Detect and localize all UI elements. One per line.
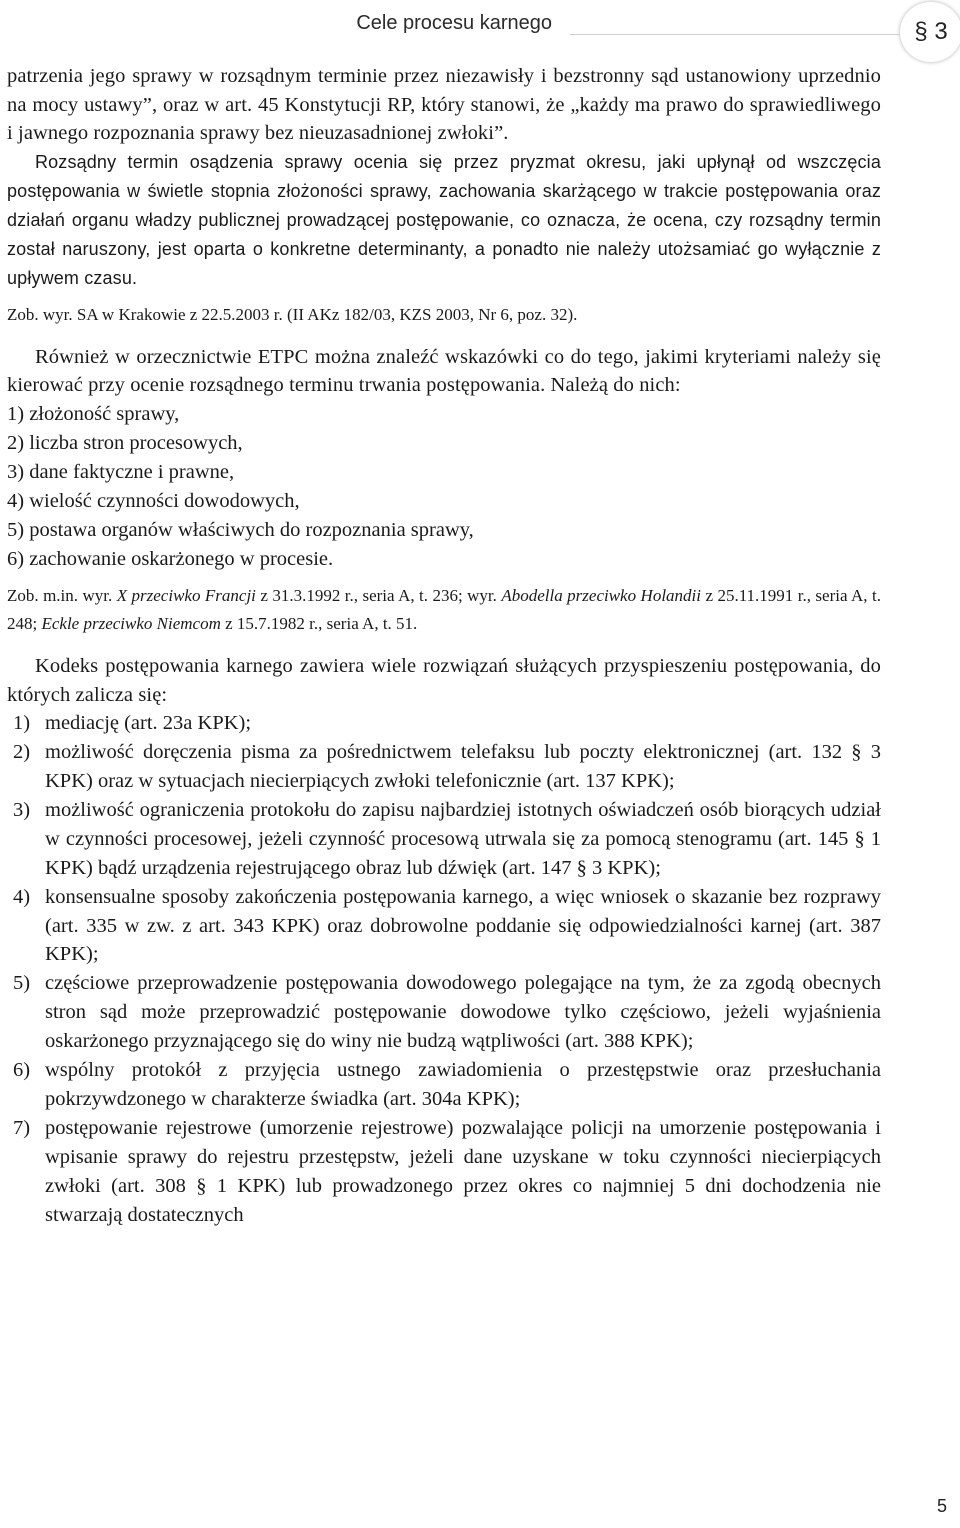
paragraph-continued: patrzenia jego sprawy w rozsądnym terminie przez niezawisły i bezstronny sąd ustanowiony uprzednio na mocy ustawy”, oraz w art. 45 Konstytucji RP, który stanowi, że „każdy ma prawo do sprawiedliwego i jawnego rozpoznania sprawy bez nieuzasadnionej zwłoki”. xyxy=(7,65,881,145)
running-title: Cele procesu karnego xyxy=(356,12,552,34)
criteria-item: 4) wielość czynności dowodowych, xyxy=(7,489,300,512)
item-text: częściowe przeprowadzenie postępowania dowodowego polegające na tym, że za zgodą obecnych stron sąd może przeprowadzić postępowanie dowodowe tylko częściowo, jeżeli wyjaśnienia oskarżonego przyznającego się do winy nie budzą wątpliwości (art. 388 KPK); xyxy=(45,972,881,1053)
criteria-item: 3) dane faktyczne i prawne, xyxy=(7,460,235,483)
criteria-item: 5) postawa organów właściwych do rozpoznania sprawy, xyxy=(7,518,474,541)
criteria-list xyxy=(7,400,881,574)
item-text: mediację (art. 23a KPK); xyxy=(45,712,252,735)
criteria-item: 1) złożoność sprawy, xyxy=(7,402,180,425)
measures-list xyxy=(7,709,881,1229)
item-number: 1) xyxy=(13,712,31,735)
header-rule xyxy=(570,34,900,35)
etpc-intro: Również w orzecznictwie ETPC można znaleźć wskazówki co do tego, jakimi kryteriami należy się kierować przy ocenie rozsądnego terminu trwania postępowania. Należą do nich: xyxy=(7,345,881,397)
item-number: 5) xyxy=(13,972,31,995)
reasonable-time-note: Rozsądny termin osądzenia sprawy ocenia się przez pryzmat okresu, jaki upłynął od wszczęcia postępowania w świetle stopnia złożoności sprawy, zachowania skarżącego w trakcie postępowania oraz działań organu władzy publicznej prowadzącej postępowanie, co oznacza, że ocena, czy rozsądny termin został naruszony, jest oparta o konkretne determinanty, a ponadto nie należy utożsamiać go wyłącznie z upływem czasu. xyxy=(7,151,881,288)
item-text: wspólny protokół z przyjęcia ustnego zawiadomienia o przestępstwie oraz przesłuchania pokrzywdzonego w charakterze świadka (art. 304a KPK); xyxy=(45,1059,881,1110)
item-number: 3) xyxy=(13,798,31,821)
kpk-intro: Kodeks postępowania karnego zawiera wiele rozwiązań służących przyspieszeniu postępowania, do których zalicza się: xyxy=(7,654,881,706)
item-text: możliwość doręczenia pisma za pośrednictwem telefaksu lub poczty elektronicznej (art. 132 § 3 KPK) oraz w sytuacjach niecierpiących zwłoki telefonicznie (art. 137 KPK); xyxy=(45,741,881,792)
ref-prefix: Zob. m.in. wyr. xyxy=(7,585,117,605)
item-text: konsensualne sposoby zakończenia postępowania karnego, a więc wniosek o skazanie bez rozprawy (art. 335 w zw. z art. 343 KPK) oraz dobrowolne poddanie się odpowiedzialności karnej (art. 387 KPK); xyxy=(45,885,881,966)
item-text: postępowanie rejestrowe (umorzenie rejestrowe) pozwalające policji na umorzenie postępowania i wpisanie sprawy do rejestru przestępstw, jeżeli dane uzyskane w toku czynności niecierpiących zwłoki (art. 308 § 1 KPK) lub prowadzonego przez okres co najmniej 5 dni dochodzenia nie stwarzają dostatecznych xyxy=(45,1116,881,1226)
item-number: 2) xyxy=(13,741,31,764)
item-text: możliwość ograniczenia protokołu do zapisu najbardziej istotnych oświadczeń osób biorących udział w czynności procesowej, jeżeli czynność procesową utrwala się za pomocą stenogramu (art. 145 § 1 KPK) bądź urządzenia rejestrującego obraz lub dźwięk (art. 147 § 3 KPK); xyxy=(45,798,881,879)
section-badge: § 3 xyxy=(900,2,960,62)
ref-text: z 25.11.1991 r., seria A, t. 248; xyxy=(7,585,881,633)
list-item xyxy=(7,796,881,883)
list-item xyxy=(7,969,881,1056)
item-number: 4) xyxy=(13,885,31,908)
list-item xyxy=(7,1114,881,1230)
criteria-item: 2) liczba stron procesowych, xyxy=(7,431,243,454)
list-item xyxy=(7,709,881,738)
case-name: Eckle przeciwko Niemcom xyxy=(41,613,221,633)
list-item xyxy=(7,1056,881,1114)
list-item xyxy=(7,883,881,970)
reference-etpc-cases xyxy=(7,582,881,638)
ref-text: z 31.3.1992 r., seria A, t. 236; wyr. xyxy=(255,585,502,605)
criteria-item: 6) zachowanie oskarżonego w procesie. xyxy=(7,547,334,570)
page-body xyxy=(7,62,881,1229)
reference-krakow: Zob. wyr. SA w Krakowie z 22.5.2003 r. (II AKz 182/03, KZS 2003, Nr 6, poz. 32). xyxy=(7,304,578,324)
page-number: 5 xyxy=(937,1496,948,1516)
case-name: Abodella przeciwko Holandii xyxy=(501,585,701,605)
case-name: X przeciwko Francji xyxy=(116,585,256,605)
item-number: 7) xyxy=(13,1116,31,1139)
ref-suffix: z 15.7.1982 r., seria A, t. 51. xyxy=(220,613,418,633)
item-number: 6) xyxy=(13,1059,31,1082)
list-item xyxy=(7,738,881,796)
